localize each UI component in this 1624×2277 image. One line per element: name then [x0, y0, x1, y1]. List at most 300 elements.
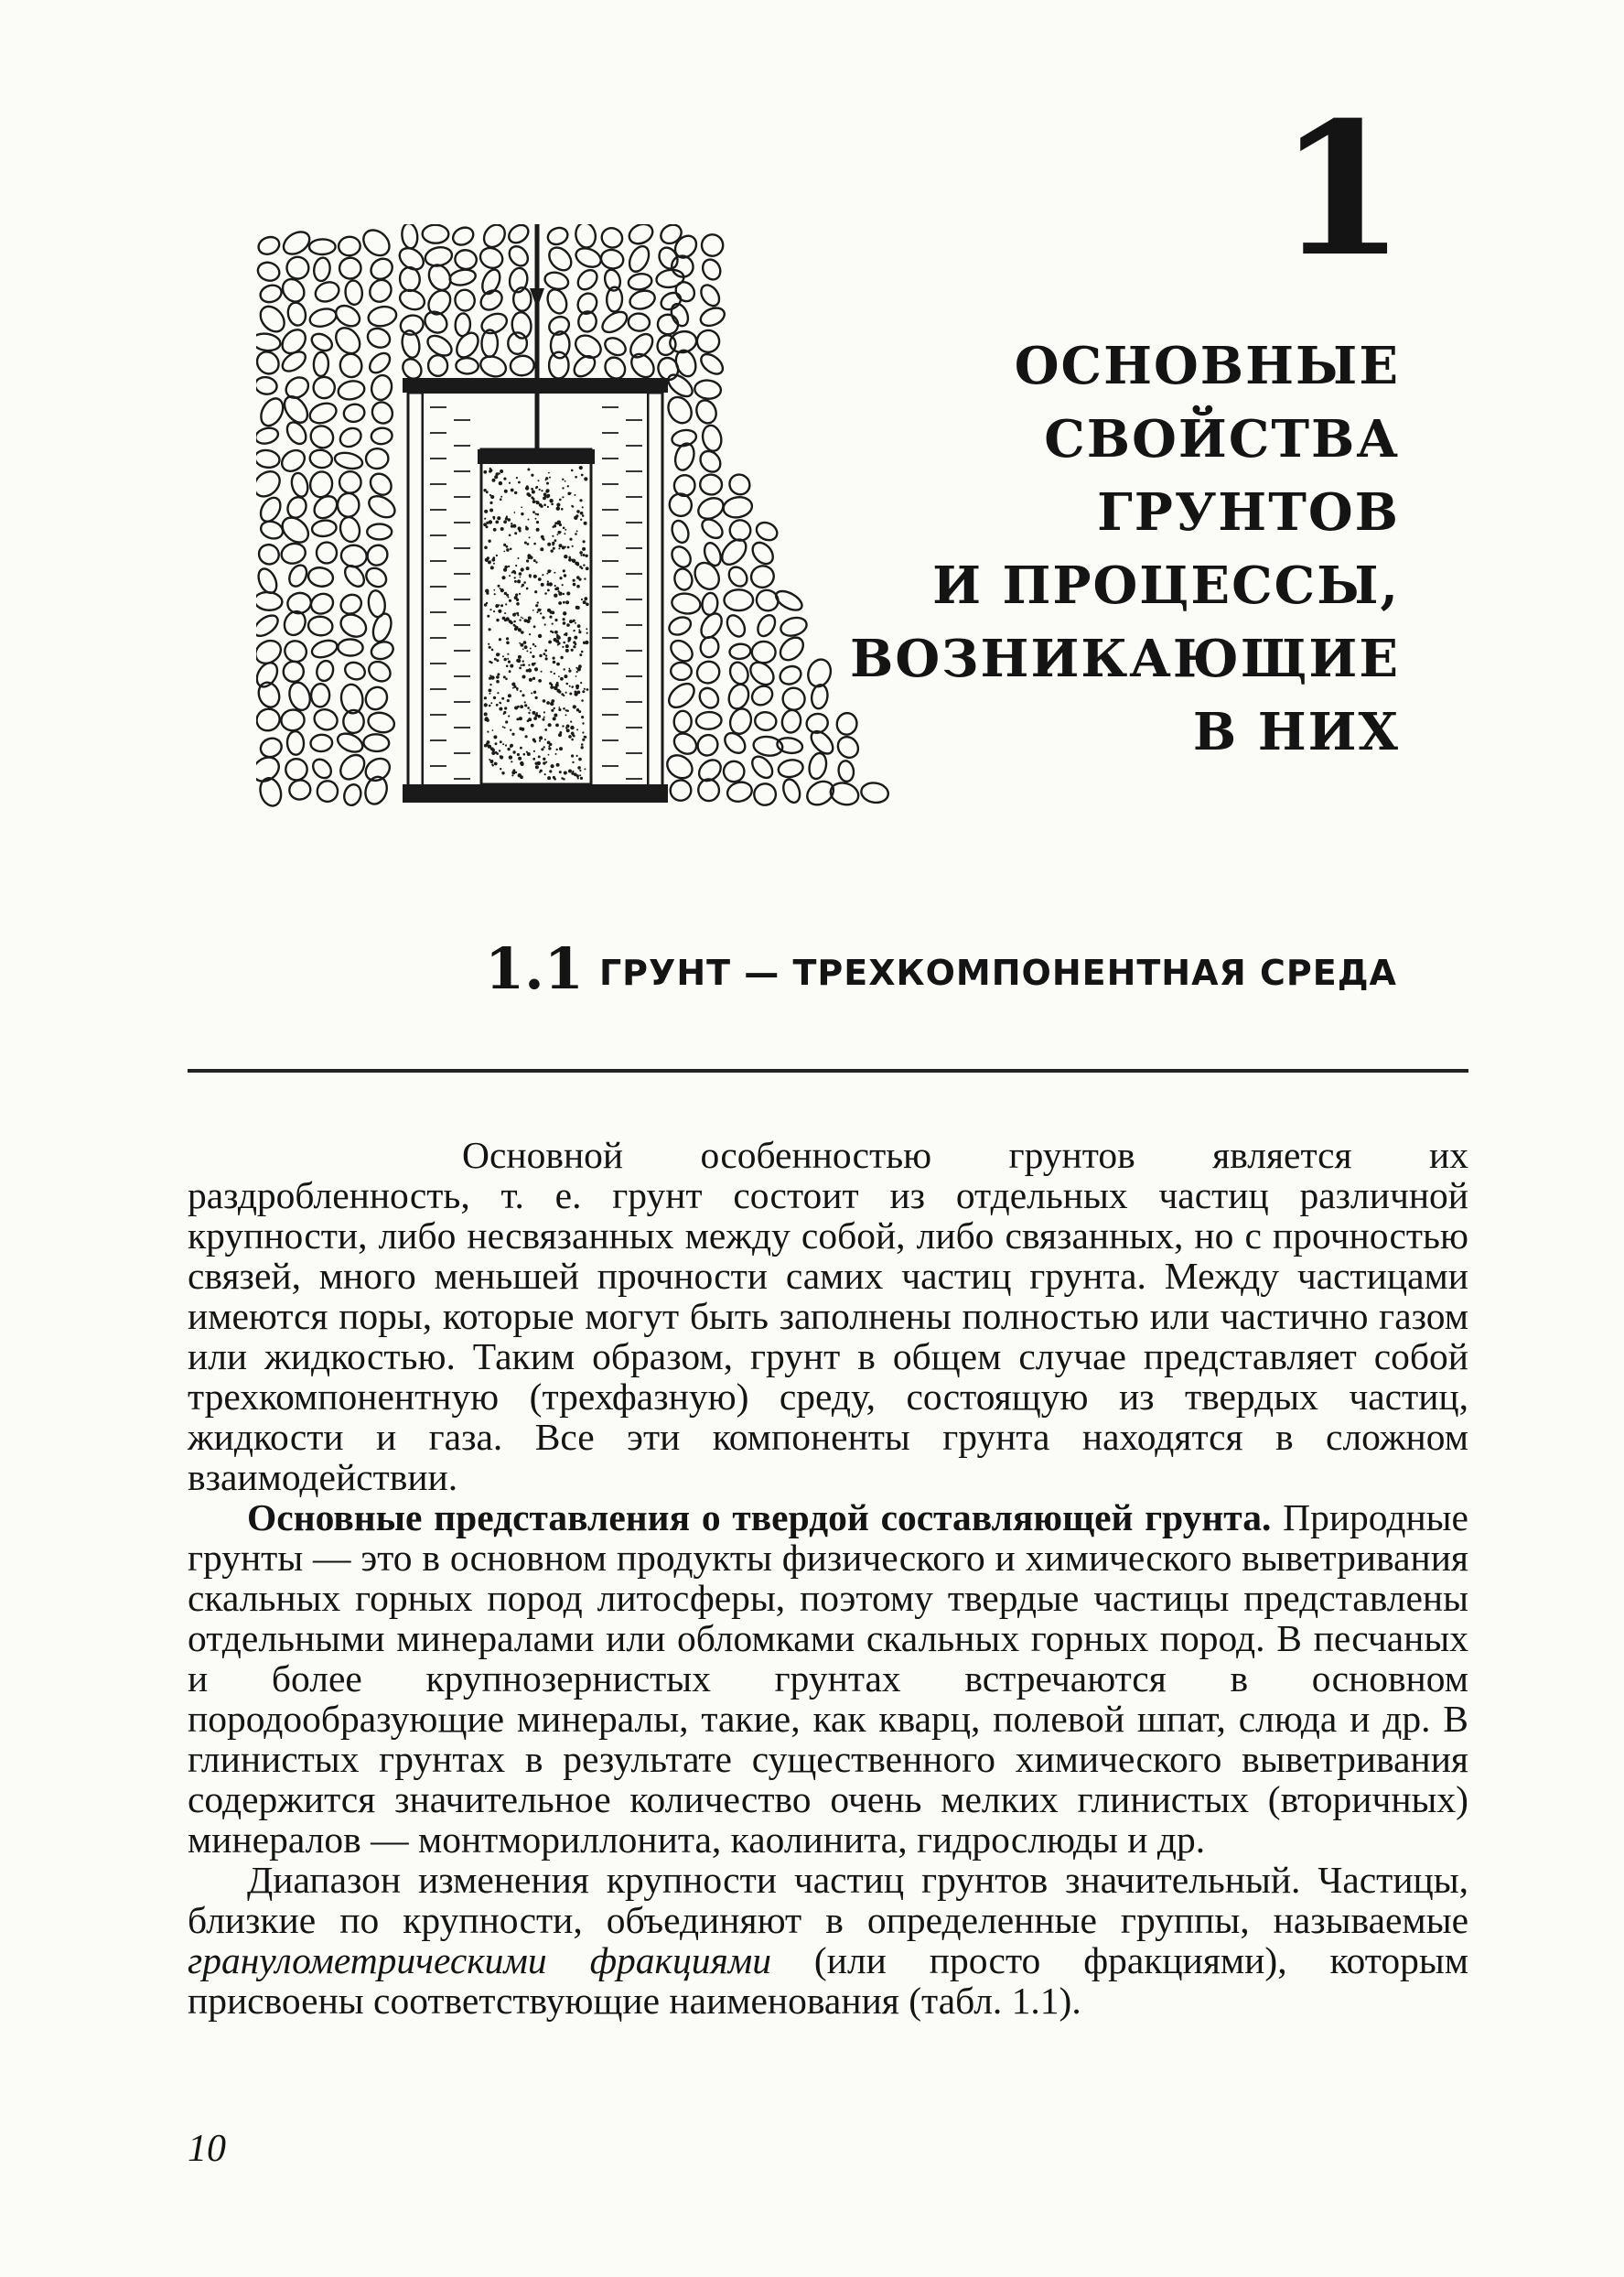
sand-grain — [543, 717, 545, 718]
sand-grain — [492, 479, 496, 482]
sand-grain — [533, 750, 535, 752]
sand-grain — [491, 649, 494, 652]
sand-grain — [513, 621, 516, 623]
sand-grain — [568, 668, 570, 670]
stone — [315, 659, 336, 683]
sand-grain — [514, 577, 516, 578]
sand-grain — [549, 770, 552, 772]
stone — [259, 519, 285, 542]
sand-grain — [551, 611, 554, 615]
stone — [363, 734, 390, 752]
sand-grain — [504, 566, 508, 569]
sand-grain — [576, 510, 580, 513]
stone — [726, 780, 754, 804]
sand-grain — [500, 768, 501, 770]
sand-grain — [537, 601, 539, 603]
sand-grain — [492, 729, 494, 731]
sand-grain — [535, 486, 538, 489]
stone — [279, 541, 307, 567]
sand-grain — [516, 612, 519, 615]
sand-grain — [563, 611, 566, 615]
sand-grain — [559, 747, 563, 750]
sand-grain — [556, 503, 560, 507]
sand-grain — [528, 616, 532, 620]
sand-grain — [523, 581, 526, 584]
stone — [342, 782, 364, 807]
sand-grain — [493, 528, 497, 532]
sand-grain — [579, 499, 582, 502]
sand-grain — [489, 674, 491, 676]
sand-grain — [509, 670, 511, 673]
sand-grain — [489, 693, 490, 695]
stone — [361, 754, 393, 785]
sand-grain — [583, 600, 586, 604]
sand-grain — [502, 617, 506, 621]
sand-grain — [505, 603, 507, 605]
sand-grain — [501, 576, 505, 579]
sand-grain — [576, 585, 580, 588]
stone — [286, 731, 304, 756]
stone — [628, 272, 653, 291]
sand-grain — [500, 604, 503, 607]
stone — [506, 243, 532, 269]
stone — [308, 470, 334, 499]
stone — [311, 519, 337, 537]
sand-grain — [554, 572, 555, 574]
stone — [307, 615, 333, 636]
stone — [341, 562, 368, 589]
sand-grain — [517, 659, 521, 663]
stone — [256, 611, 282, 640]
stone — [694, 494, 726, 523]
stone — [344, 280, 362, 306]
sand-grain — [496, 555, 498, 556]
stone — [256, 706, 283, 733]
stone — [313, 352, 328, 377]
sand-grain — [489, 494, 491, 496]
stone — [694, 397, 720, 426]
sand-grain — [557, 521, 561, 524]
stone — [309, 373, 339, 403]
sand-grain — [532, 511, 535, 513]
stone — [667, 637, 696, 665]
sand-grain — [483, 523, 487, 526]
sand-grain — [576, 708, 579, 711]
sand-grain — [544, 773, 546, 775]
sand-grain — [532, 663, 535, 666]
sand-grain — [576, 576, 580, 579]
sand-grain — [579, 551, 583, 555]
sand-grain — [528, 668, 532, 672]
sand-grain — [503, 544, 506, 546]
sand-grain — [496, 704, 498, 706]
sand-grain — [532, 643, 535, 646]
sand-grain — [533, 575, 537, 578]
sand-grain — [541, 671, 543, 673]
sand-grain — [555, 724, 559, 728]
sand-grain — [547, 609, 551, 612]
sand-grain — [523, 753, 526, 756]
sand-grain — [582, 547, 586, 551]
stone — [668, 543, 694, 570]
sand-grain — [586, 628, 587, 630]
stone — [654, 332, 678, 358]
sand-grain — [554, 707, 555, 709]
sand-grain — [580, 682, 582, 684]
sand-grain — [501, 772, 504, 774]
sand-grain — [516, 689, 518, 691]
sand-grain — [556, 507, 560, 511]
sand-grain — [521, 513, 523, 515]
sand-grain — [571, 649, 574, 652]
sand-grain — [488, 643, 489, 645]
sand-grain — [570, 721, 572, 723]
stone — [256, 752, 284, 786]
sand-grain — [575, 476, 577, 479]
sand-grain — [500, 496, 502, 498]
sand-grain — [532, 677, 535, 680]
sand-grain — [520, 577, 522, 578]
stone — [258, 735, 285, 760]
sand-grain — [489, 509, 493, 513]
sand-grain — [532, 491, 535, 494]
sand-grain — [554, 686, 555, 688]
sand-grain — [499, 707, 502, 711]
sand-grain — [521, 506, 522, 508]
sand-grain — [586, 567, 589, 570]
sand-grain — [545, 490, 548, 492]
sand-grain — [511, 683, 515, 686]
stone — [700, 256, 724, 282]
section-title: ГРУНТ — ТРЕХКОМПОНЕНТНАЯ СРЕДА — [598, 953, 1397, 993]
stone — [423, 224, 449, 243]
sand-grain — [552, 535, 554, 537]
stone — [729, 643, 751, 660]
sand-grain — [577, 624, 581, 628]
sand-grain — [566, 728, 570, 732]
sand-grain — [522, 660, 524, 662]
sand-grain — [575, 514, 578, 517]
sand-grain — [511, 761, 512, 762]
paragraph-1: Основной особенностью грунтов является их раздробленность, т. е. грунт состоит из отдельных частиц различной крупности, либо несвязанных между собой, либо связанных, но с прочностью связей, много меньшей прочности самих частиц грунта. Между частицами имеются поры, которые могут быть заполнены полностью или частично газом или жидкостью. Таким образом, грунт в общем случае представляет собой трехкомпонентную (трехфазную) среду, состоящую из твердых частиц, жидкости и газа. Все эти компоненты грунта находятся в сложном взаимодействии. — [188, 1134, 1468, 1498]
sand-grain — [578, 631, 581, 633]
sand-grain — [511, 733, 514, 736]
sand-grain — [515, 593, 518, 596]
sand-grain — [500, 588, 501, 589]
sand-grain — [574, 636, 577, 640]
sand-grain — [512, 750, 515, 753]
stone — [575, 290, 600, 318]
sand-grain — [558, 601, 562, 605]
stone — [366, 710, 396, 736]
sand-grain — [574, 494, 575, 496]
sand-grain — [498, 610, 501, 613]
sand-grain — [509, 755, 512, 759]
paragraph-3-term: гранулометрическими фракциями — [188, 1939, 771, 1981]
sand-grain — [580, 519, 582, 521]
sand-grain — [511, 774, 513, 776]
stone — [454, 249, 478, 271]
stone — [256, 467, 285, 502]
stone — [696, 685, 722, 711]
sand-grain — [543, 758, 545, 761]
sand-grain — [526, 650, 528, 652]
stone — [726, 470, 754, 499]
stone — [694, 731, 721, 760]
sand-grain — [557, 534, 559, 535]
chapter-title — [850, 329, 1400, 769]
stone — [336, 750, 369, 784]
sand-grain — [546, 701, 550, 705]
stone — [311, 707, 339, 733]
sand-grain — [517, 579, 521, 583]
stone — [668, 252, 697, 281]
sand-grain — [555, 587, 559, 590]
stone — [279, 348, 309, 375]
sand-grain — [490, 566, 494, 569]
sand-grain — [535, 513, 537, 515]
sand-grain — [544, 494, 547, 497]
sand-grain — [506, 642, 510, 645]
sand-grain — [521, 617, 522, 619]
stone — [428, 355, 448, 377]
sand-grain — [582, 514, 585, 517]
sand-grain — [563, 707, 565, 710]
sand-grain — [544, 649, 547, 652]
sand-grain — [499, 702, 500, 704]
sand-grain — [508, 694, 511, 697]
sand-grain — [522, 618, 524, 620]
sand-grain — [538, 480, 540, 481]
sand-grain — [512, 570, 515, 573]
sand-grain — [566, 591, 570, 595]
stone — [398, 313, 425, 338]
sand-grain — [575, 667, 577, 669]
stone — [365, 275, 395, 306]
sand-grain — [562, 496, 564, 498]
stone — [695, 756, 726, 785]
sand-grain — [534, 645, 536, 647]
sand-grain — [500, 740, 502, 743]
sand-grain — [536, 521, 539, 523]
stone — [780, 708, 802, 734]
sand-grain — [489, 560, 491, 562]
sand-grain — [520, 761, 523, 765]
sand-grain — [578, 664, 582, 668]
sand-grain — [565, 714, 567, 716]
stone — [256, 375, 278, 395]
sand-grain — [505, 678, 508, 681]
sand-grain — [492, 765, 494, 767]
sand-grain — [520, 690, 522, 692]
sand-grain — [532, 500, 536, 503]
sand-grain — [487, 615, 489, 618]
stone — [309, 330, 335, 354]
sand-grain — [504, 592, 507, 595]
stone — [448, 267, 477, 286]
stone — [367, 304, 398, 329]
stone — [337, 610, 370, 642]
stone — [365, 491, 398, 522]
stone — [338, 515, 361, 544]
stone — [668, 301, 691, 329]
sand-grain — [502, 726, 504, 728]
sand-grain — [529, 574, 532, 577]
sand-grain — [538, 577, 542, 581]
sand-grain — [565, 600, 569, 604]
stone — [337, 425, 364, 450]
stone — [672, 567, 694, 592]
sand-grain — [543, 711, 545, 713]
sand-grain — [582, 731, 584, 733]
sand-grain — [572, 559, 574, 561]
sand-grain — [563, 527, 565, 530]
stone — [545, 225, 570, 247]
stone — [256, 541, 283, 568]
sand-grain — [568, 735, 572, 739]
stone — [666, 614, 694, 638]
chapter-title-line: В НИХ — [1192, 702, 1400, 762]
sand-grain — [581, 474, 584, 477]
stone — [279, 657, 307, 685]
sand-grain — [578, 758, 582, 761]
sand-grain — [544, 728, 547, 731]
sand-grain — [516, 602, 520, 606]
sand-grain — [569, 620, 573, 623]
sand-grain — [505, 744, 507, 746]
sand-grain — [558, 592, 562, 596]
stone — [695, 711, 722, 729]
sand-grain — [486, 718, 489, 722]
stone — [256, 234, 282, 257]
sand-grain — [579, 653, 582, 656]
sand-grain — [521, 631, 524, 634]
stone — [256, 448, 281, 469]
sand-grain — [573, 583, 576, 587]
cylinder-apparatus — [403, 224, 668, 803]
sand-grain — [496, 675, 500, 679]
sand-grain — [489, 759, 490, 761]
sand-grain — [510, 729, 511, 731]
sand-grain — [508, 518, 511, 522]
stone — [313, 279, 342, 306]
sand-grain — [559, 499, 562, 502]
stone — [366, 469, 395, 499]
sand-grain — [575, 685, 579, 688]
stone — [258, 283, 284, 305]
stone — [752, 735, 783, 758]
sand-grain — [542, 616, 544, 619]
sand-grain — [540, 612, 542, 614]
sand-grain — [583, 554, 586, 556]
sand-grain — [530, 652, 532, 653]
stone — [511, 311, 532, 340]
sand-grain — [546, 482, 549, 485]
sand-grain — [533, 691, 536, 694]
stone — [726, 564, 751, 590]
sand-grain — [529, 536, 531, 538]
stone — [699, 474, 723, 496]
stone — [477, 244, 505, 272]
sand-grain — [554, 714, 557, 718]
sand-grain — [503, 551, 505, 553]
sand-grain — [549, 616, 552, 619]
sand-grain — [543, 653, 546, 655]
sand-grain — [565, 529, 566, 531]
sand-grain — [489, 684, 491, 685]
sand-grain — [527, 554, 531, 557]
sand-grain — [521, 567, 524, 571]
sand-grain — [563, 642, 565, 644]
stone — [478, 286, 506, 314]
stone — [773, 588, 805, 614]
sand-grain — [586, 632, 588, 634]
sand-grain — [585, 555, 587, 557]
sand-grain — [577, 766, 581, 770]
sand-grain — [541, 583, 544, 587]
stone — [309, 239, 336, 254]
sand-grain — [579, 770, 581, 772]
sand-grain — [487, 731, 489, 733]
stone — [307, 590, 336, 617]
sand-grain — [556, 663, 560, 666]
sand-grain — [483, 489, 486, 491]
stone — [285, 494, 310, 521]
sand-grain — [536, 528, 540, 532]
sand-grain — [499, 750, 500, 751]
stone — [338, 591, 365, 618]
stone — [752, 782, 778, 806]
stone — [362, 565, 390, 591]
sand-grain — [532, 758, 535, 761]
stone — [694, 379, 721, 399]
sand-grain — [511, 489, 514, 492]
sand-grain — [507, 658, 509, 660]
sand-grain — [506, 548, 510, 552]
sand-grain — [555, 753, 557, 755]
sand-grain — [489, 520, 492, 523]
sand-grain — [540, 547, 543, 551]
stone — [366, 350, 393, 377]
sand-grain — [547, 741, 551, 745]
chapter-number: 1 — [1277, 82, 1402, 297]
sand-grain — [554, 638, 557, 642]
sand-grain — [538, 755, 541, 758]
sand-grain — [554, 594, 557, 598]
sand-grain — [568, 770, 572, 773]
sand-grain — [530, 709, 532, 711]
sand-grain — [543, 761, 545, 764]
stone — [663, 750, 697, 782]
stone — [365, 658, 393, 685]
sand-grain — [553, 717, 556, 720]
sand-grain — [586, 688, 589, 691]
sand-grain — [584, 477, 587, 480]
sand-grain — [494, 762, 498, 766]
sand-grain — [567, 546, 570, 549]
sand-grain — [576, 530, 578, 532]
sand-grain — [503, 520, 507, 523]
sand-grain — [558, 708, 561, 711]
sand-grain — [516, 599, 519, 601]
sand-grain — [495, 751, 498, 754]
paragraph-3-text-b: (или просто фракциями), которым присвоены соответствующие наименования (табл. 1.1). — [188, 1939, 1468, 2022]
sand-grain — [579, 774, 581, 776]
sand-grain — [519, 593, 521, 595]
chapter-title-line: ВОЗНИКАЮЩИЕ — [850, 629, 1400, 689]
stone — [722, 495, 753, 519]
stone — [748, 753, 777, 782]
